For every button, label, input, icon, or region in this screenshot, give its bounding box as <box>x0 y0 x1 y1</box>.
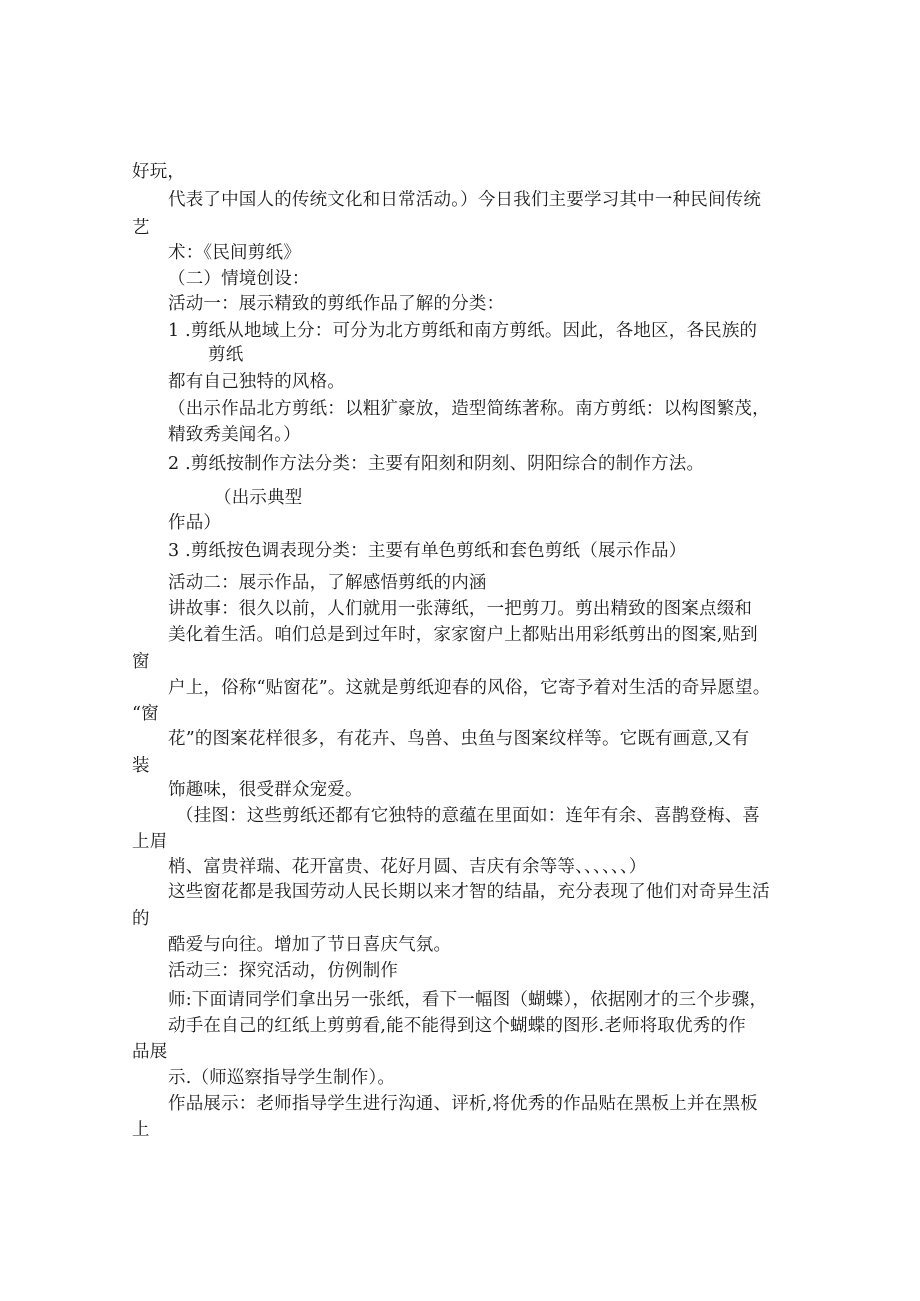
text-line: 装 <box>132 756 150 776</box>
text-line: 活动二：展示作品，了解感悟剪纸的内涵 <box>168 573 487 593</box>
text-line: 品展 <box>132 1042 168 1062</box>
text-line: 3 .剪纸按色调表现分类：主要有单色剪纸和套色剪纸（展示作品） <box>168 541 687 561</box>
text-line: 梢、富贵祥瑞、花开富贵、花好月圆、吉庆有余等等、、、、、、） <box>168 857 647 877</box>
text-line: 作品） <box>168 513 222 533</box>
text-line: 代表了中国人的传统文化和日常活动。）今日我们主要学习其中一种民间传统 <box>168 190 762 210</box>
text-line: 2 .剪纸按制作方法分类：主要有阳刻和阴刻、阴阳综合的制作方法。 <box>168 454 705 474</box>
text-line: 讲故事：很久以前，人们就用一张薄纸，一把剪刀。剪出精致的图案点缀和 <box>168 599 753 619</box>
text-line: 活动三：探究活动，仿例制作 <box>168 961 399 981</box>
text-line: 术：《民间剪纸》 <box>168 243 301 263</box>
text-line: 动手在自己的红纸上剪剪看,能不能得到这个蝴蝶的图形.老师将取优秀的作 <box>168 1016 746 1036</box>
text-line: 酷爱与向往。增加了节日喜庆气氛。 <box>168 935 452 955</box>
text-line: 花”的图案花样很多，有花卉、鸟兽、虫鱼与图案纹样等。它既有画意,又有 <box>168 729 750 749</box>
text-line: （二）情境创设： <box>168 269 310 289</box>
text-line: 上 <box>132 1120 150 1140</box>
text-line: 师:下面请同学们拿出另一张纸，看下一幅图（蝴蝶），依据刚才的三个步骤， <box>168 990 768 1010</box>
text-line: 这些窗花都是我国劳动人民长期以来才智的结晶，充分表现了他们对奇异生活 <box>168 882 770 902</box>
text-line: 活动一：展示精致的剪纸作品了解的分类： <box>168 294 505 314</box>
text-line: 作品展示：老师指导学生进行沟通、评析,将优秀的作品贴在黑板上并在黑板 <box>168 1094 758 1114</box>
text-line: 好玩， <box>132 162 186 182</box>
text-line: “窗 <box>132 704 159 724</box>
text-line: 户上，俗称“贴窗花”。这就是剪纸迎春的风俗，它寄予着对生活的奇异愿望。 <box>168 678 771 698</box>
text-line: 窗 <box>132 652 150 672</box>
text-line: 的 <box>132 909 150 929</box>
text-line: 示.（师巡察指导学生制作）。 <box>168 1068 396 1088</box>
text-line: 上眉 <box>132 832 168 852</box>
text-line: 艺 <box>132 218 150 238</box>
text-line: 精致秀美闻名。） <box>168 425 301 445</box>
text-line: 饰趣味，很受群众宠爱。 <box>168 780 363 800</box>
text-line: 1 .剪纸从地域上分：可分为北方剪纸和南方剪纸。因此，各地区，各民族的 <box>168 321 758 341</box>
text-line: 都有自己独特的风格。 <box>168 372 345 392</box>
text-line: 美化着生活。咱们总是到过年时，家家窗户上都贴出用彩纸剪出的图案,贴到 <box>168 625 758 645</box>
text-line: （出示作品北方剪纸：以粗犷豪放，造型简练著称。南方剪纸：以构图繁茂， <box>168 399 770 419</box>
text-line: 剪纸 <box>208 345 244 365</box>
text-line: （挂图：这些剪纸还都有它独特的意蕴在里面如：连年有余、喜鹊登梅、喜 <box>176 806 761 826</box>
text-line: （出示典型 <box>214 488 303 508</box>
